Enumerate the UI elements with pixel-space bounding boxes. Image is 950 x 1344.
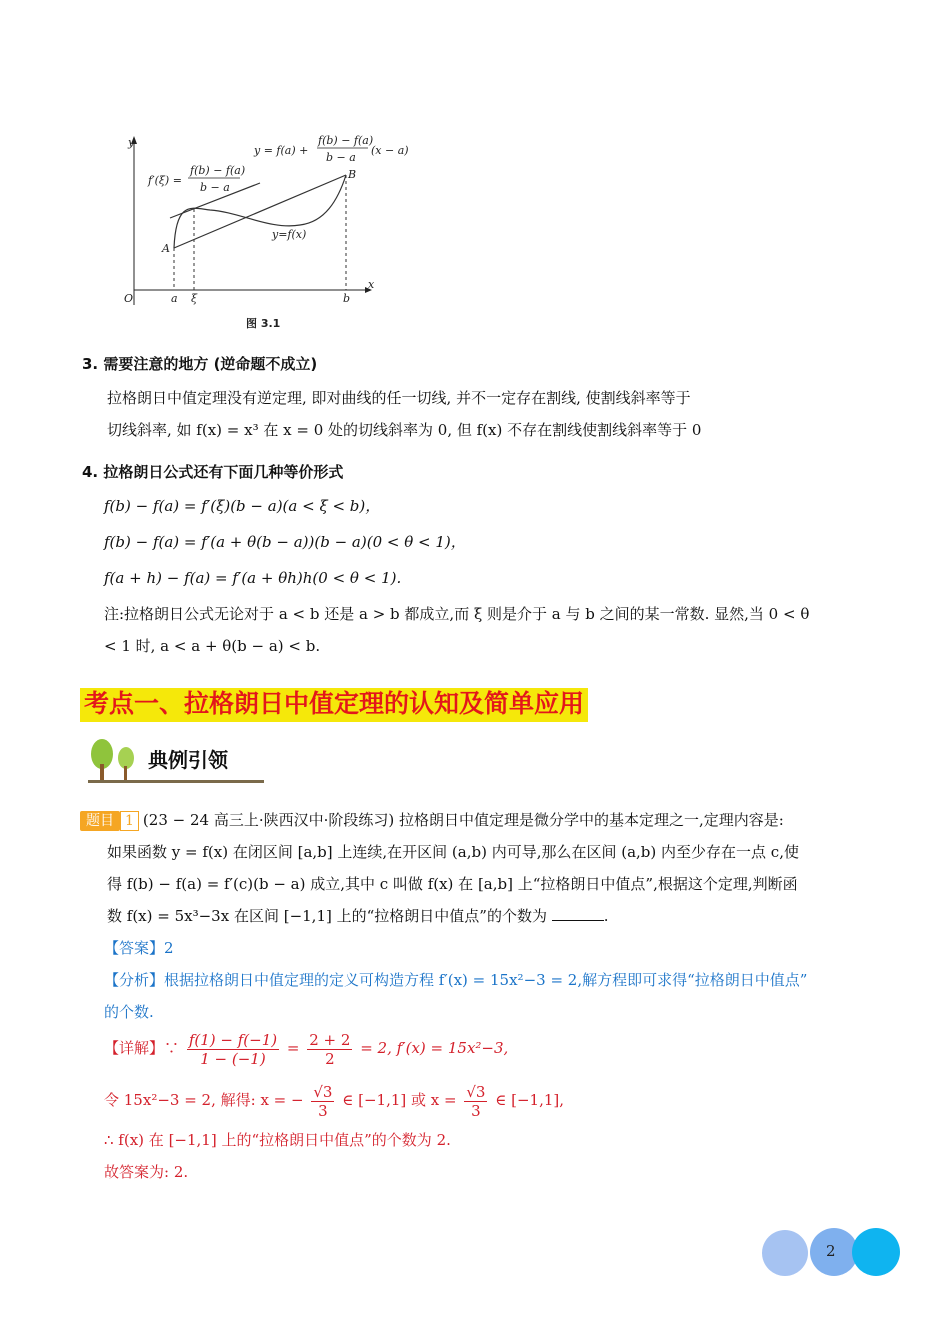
problem-line4 xyxy=(107,906,609,926)
formula-3: f(a + h) − f(a) = f′(a + θh)h(0 < θ < 1). xyxy=(104,569,402,587)
problem-line2: 如果函数 y = f(x) 在闭区间 [a,b] 上连续,在开区间 (a,b) 内可导,那么在区间 (a,b) 内至少存在一点 c,使 xyxy=(107,843,799,861)
detail-line1 xyxy=(104,1030,508,1068)
x-axis-label: x xyxy=(368,278,375,291)
tangent-eq-den: b − a xyxy=(200,181,230,194)
tangent-eq-num: f(b) − f(a) xyxy=(190,164,246,177)
sqrt-fraction-2-den: 3 xyxy=(471,1101,481,1120)
item4-heading: 4. 拉格朗日公式还有下面几种等价形式 xyxy=(82,463,344,481)
secant-eq-suffix: (x − a) xyxy=(371,144,409,157)
item3-line1: 拉格朗日中值定理没有逆定理, 即对曲线的任一切线, 并不一定存在割线, 使割线斜率等于 xyxy=(107,389,691,407)
analysis-line2: 的个数. xyxy=(104,1003,154,1021)
analysis-label: 【分析】 xyxy=(104,971,165,989)
analysis-line1 xyxy=(104,970,807,990)
figure-caption: 图 3.1 xyxy=(246,317,281,330)
item3-heading: 3. 需要注意的地方 (逆命题不成立) xyxy=(82,355,318,373)
answer-line xyxy=(104,938,174,958)
fraction-1-num: f(1) − f(−1) xyxy=(188,1030,278,1049)
detail-line4: 故答案为: 2. xyxy=(104,1163,189,1181)
secant-eq-num: f(b) − f(a) xyxy=(318,134,374,147)
problem-text-1: (23 − 24 高三上·陕西汉中·阶段练习) 拉格朗日中值定理是微分学中的基本定理之一,定理内容是: xyxy=(142,811,784,829)
point-A-label: A xyxy=(162,242,170,255)
detail-eq1: = xyxy=(286,1039,300,1057)
formula-1: f(b) − f(a) = f′(ξ)(b − a)(a < ξ < b)， xyxy=(104,497,381,515)
item4-note-line2: < 1 时, a < a + θ(b − a) < b. xyxy=(104,637,321,655)
sqrt-fraction-1-num: √3 xyxy=(313,1082,333,1101)
answer-label: 【答案】 xyxy=(104,939,165,957)
problem-line3: 得 f(b) − f(a) = f′(c)(b − a) 成立,其中 c 叫做 f(x) 在 [a,b] 上“拉格朗日中值点”,根据这个定理,判断函 xyxy=(107,875,798,893)
fraction-2 xyxy=(307,1031,352,1068)
problem-text-4: 数 f(x) = 5x³−3x 在区间 [−1,1] 上的“拉格朗日中值点”的个数为 xyxy=(107,907,547,925)
detail-line2-b: ∈ [−1,1] 或 x = xyxy=(342,1091,457,1109)
tangent-eq-prefix: f′(ξ) = xyxy=(148,174,182,187)
section-title: 考点一、拉格朗日中值定理的认知及简单应用 xyxy=(80,688,588,722)
problem-line4-end: . xyxy=(603,907,609,925)
xi-label: ξ xyxy=(191,292,198,305)
detail-label: 【详解】 xyxy=(104,1039,165,1057)
sqrt-fraction-2-num: √3 xyxy=(466,1082,486,1101)
fraction-1 xyxy=(187,1031,279,1068)
detail-line2 xyxy=(104,1082,564,1120)
detail-line2-a: 令 15x²−3 = 2, 解得: x = − xyxy=(104,1091,304,1109)
detail-rest1: = 2, f′(x) = 15x²−3, xyxy=(360,1039,509,1057)
sqrt-fraction-1-den: 3 xyxy=(318,1101,328,1120)
item4-note-line1: 注:拉格朗日公式无论对于 a < b 还是 a > b 都成立,而 ξ 则是介于 a 与 b 之间的某一常数. 显然,当 0 < θ xyxy=(104,605,810,623)
curve-label: y=f(x) xyxy=(272,228,307,241)
fraction-1-den: 1 − (−1) xyxy=(200,1049,266,1068)
detail-line3: ∴ f(x) 在 [−1,1] 上的“拉格朗日中值点”的个数为 2. xyxy=(104,1131,451,1149)
fraction-2-num: 2 + 2 xyxy=(309,1030,351,1049)
formula-2: f(b) − f(a) = f′(a + θ(b − a))(b − a)(0 < θ < 1)， xyxy=(104,533,466,551)
answer-value: 2 xyxy=(164,939,174,957)
a-label: a xyxy=(171,292,178,305)
point-B-label: B xyxy=(348,168,357,181)
lagrange-figure xyxy=(110,130,410,335)
banner-underline xyxy=(88,780,264,783)
tree-icon xyxy=(88,736,140,784)
item3-line2: 切线斜率, 如 f(x) = x³ 在 x = 0 处的切线斜率为 0, 但 f(x) 不存在割线使割线斜率等于 0 xyxy=(107,421,702,439)
page-number: 2 xyxy=(826,1242,836,1260)
sqrt-fraction-2 xyxy=(464,1083,487,1120)
y-axis-label: y xyxy=(128,136,135,149)
because-symbol: ∵ xyxy=(164,1039,180,1057)
banner-label: 典例引领 xyxy=(148,748,228,772)
origin-label: O xyxy=(124,292,134,305)
problem-number: 1 xyxy=(120,811,139,831)
problem-line1 xyxy=(80,810,784,831)
sqrt-fraction-1 xyxy=(311,1083,334,1120)
detail-line2-c: ∈ [−1,1], xyxy=(495,1091,565,1109)
answer-blank xyxy=(552,906,604,921)
b-label: b xyxy=(343,292,351,305)
analysis-text-1: 根据拉格朗日中值定理的定义可构造方程 f′(x) = 15x²−3 = 2,解方程即可求得“拉格朗日中值点” xyxy=(164,971,808,989)
example-banner xyxy=(88,736,268,784)
page-circle-right xyxy=(810,1228,900,1278)
secant-eq-den: b − a xyxy=(326,151,356,164)
fraction-2-den: 2 xyxy=(325,1049,335,1068)
page-circle-left xyxy=(762,1230,808,1276)
secant-eq-prefix: y = f(a) + xyxy=(254,144,309,157)
problem-tag: 题目 xyxy=(80,811,120,831)
